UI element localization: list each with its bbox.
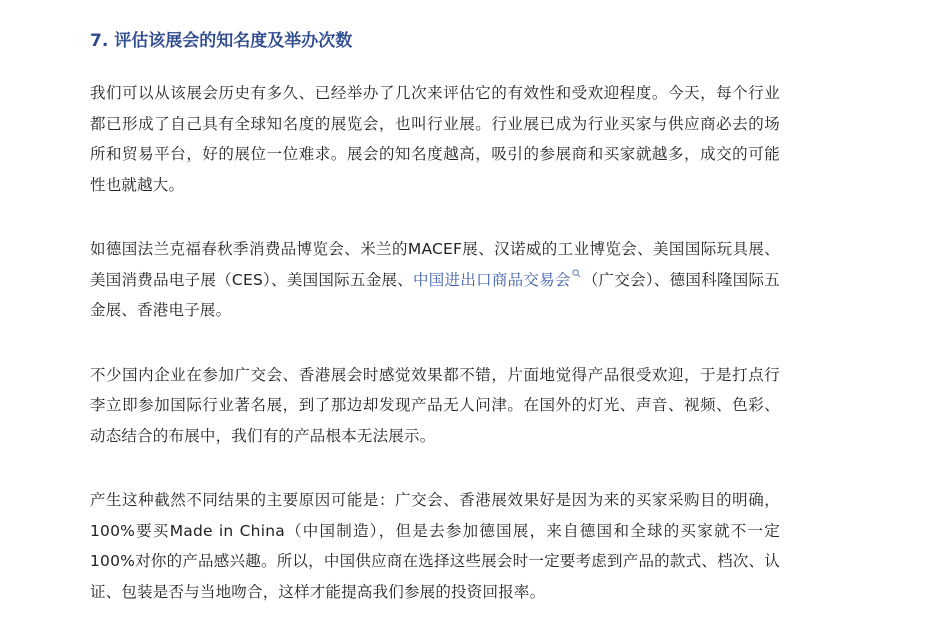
search-icon[interactable] xyxy=(572,269,581,278)
article-body xyxy=(90,26,780,607)
paragraph-history: 我们可以从该展会历史有多久、已经举办了几次来评估它的有效性和受欢迎程度。今天，每个行业都已形成了自己具有全球知名度的展览会，也叫行业展。行业展已成为行业买家与供应商必去的场所和贸易平台，好的展位一位难求。展会的知名度越高，吸引的参展商和买家就越多，成交的可能性也就越大。 xyxy=(90,84,780,194)
paragraph-text-after-link: （广交会）、德国科隆国际五金展、香港电子展。 xyxy=(90,270,780,319)
canton-fair-link[interactable]: 中国进出口商品交易会 xyxy=(413,270,571,289)
paragraph-exhibition-examples xyxy=(90,234,780,326)
paragraph-experience: 不少国内企业在参加广交会、香港展会时感觉效果都不错，片面地觉得产品很受欢迎，于是打点行李立即参加国际行业著名展，到了那边却发现产品无人问津。在国外的灯光、声音、视频、色彩、动态结合的布展中，我们有的产品根本无法展示。 xyxy=(90,365,780,445)
paragraph-reasons: 产生这种截然不同结果的主要原因可能是：广交会、香港展效果好是因为来的买家采购目的明确，100%要买Made in China（中国制造），但是去参加德国展，来自德国和全球的买家就不一定100%对你的产品感兴趣。所以，中国供应商在选择这些展会时一定要考虑到产品的款式、档次、认证、包装是否与当地吻合，这样才能提高我们参展的投资回报率。 xyxy=(90,491,780,601)
section-heading: 7. 评估该展会的知名度及举办次数 xyxy=(90,31,353,51)
paragraph-text-before-link: 如德国法兰克福春秋季消费品博览会、米兰的MACEF展、汉诺威的工业博览会、美国国际玩具展、美国消费品电子展（CES）、美国国际五金展、 xyxy=(90,240,780,289)
